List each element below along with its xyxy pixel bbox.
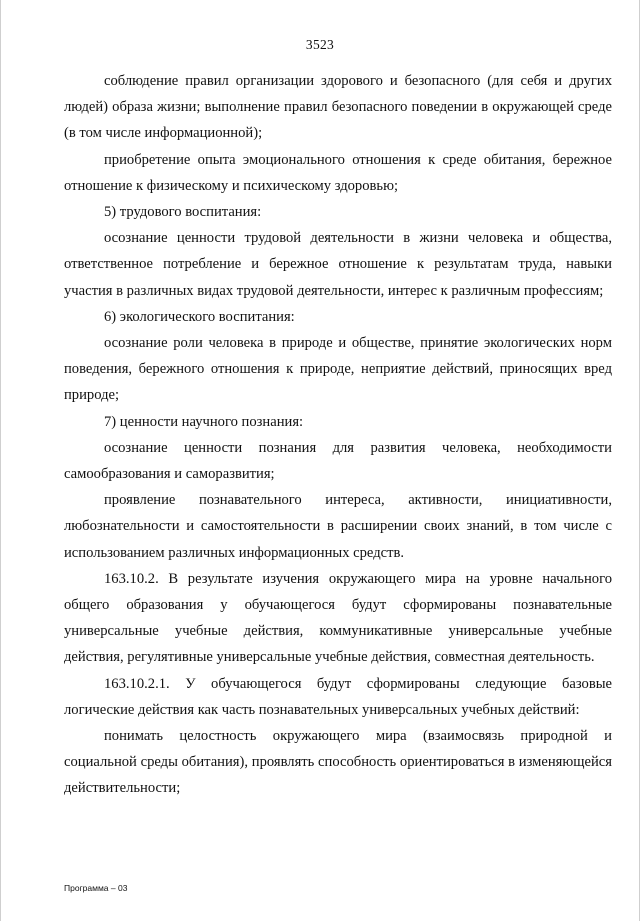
- paragraph-ecological-role: осознание роли человека в природе и обществе, принятие экологических норм поведения, бережного отношения к природе, неприятие действий, приносящих вред природе;: [64, 335, 612, 404]
- paragraph-cognitive-interest: проявление познавательного интереса, активности, инициативности, любознательности и самостоятельности в расширении своих знаний, в том числе с использованием различных информационных средств.: [64, 492, 612, 561]
- heading-scientific-knowledge: 7) ценности научного познания:: [104, 413, 304, 430]
- document-body: [64, 68, 612, 802]
- page-number: 3523: [305, 37, 335, 52]
- paragraph-healthy-lifestyle: соблюдение правил организации здорового и безопасного (для себя и других людей) образа жизни; выполнение правил безопасного поведении в окружающей среде (в том числе информационной);: [64, 73, 612, 142]
- paragraph-knowledge-value: осознание ценности познания для развития человека, необходимости самообразования и саморазвития;: [64, 439, 612, 483]
- paragraph-emotional-attitude: приобретение опыта эмоционального отношения к среде обитания, бережное отношение к физическому и психическому здоровью;: [64, 151, 612, 194]
- paragraph-labor-value: осознание ценности трудовой деятельности в жизни человека и общества, ответственное потребление и бережное отношение к результатам труда, навыки участия в различных видах трудовой деятельности, интерес к различным профессиям;: [64, 230, 612, 299]
- footer-program-label: Программа – 03: [64, 883, 128, 893]
- paragraph-understand-integrity: понимать целостность окружающего мира (взаимосвязь природной и социальной среды обитания), проявлять способность ориентироваться в изменяющейся действительности;: [64, 728, 612, 797]
- paragraph-section-163-10-2: 163.10.2. В результате изучения окружающего мира на уровне начального общего образования у обучающегося будут сформированы познавательные универсальные учебные действия, коммуникативные универсальные учебные действия, регулятивные универсальные учебные действия, совместная деятельность.: [64, 570, 612, 666]
- paragraph-section-163-10-2-1: 163.10.2.1. У обучающегося будут сформированы следующие базовые логические действия как часть познавательных универсальных учебных действий:: [64, 675, 612, 718]
- heading-ecological-education: 6) экологического воспитания:: [104, 308, 295, 325]
- heading-labor-education: 5) трудового воспитания:: [104, 204, 262, 221]
- scan-left-edge: [0, 0, 1, 921]
